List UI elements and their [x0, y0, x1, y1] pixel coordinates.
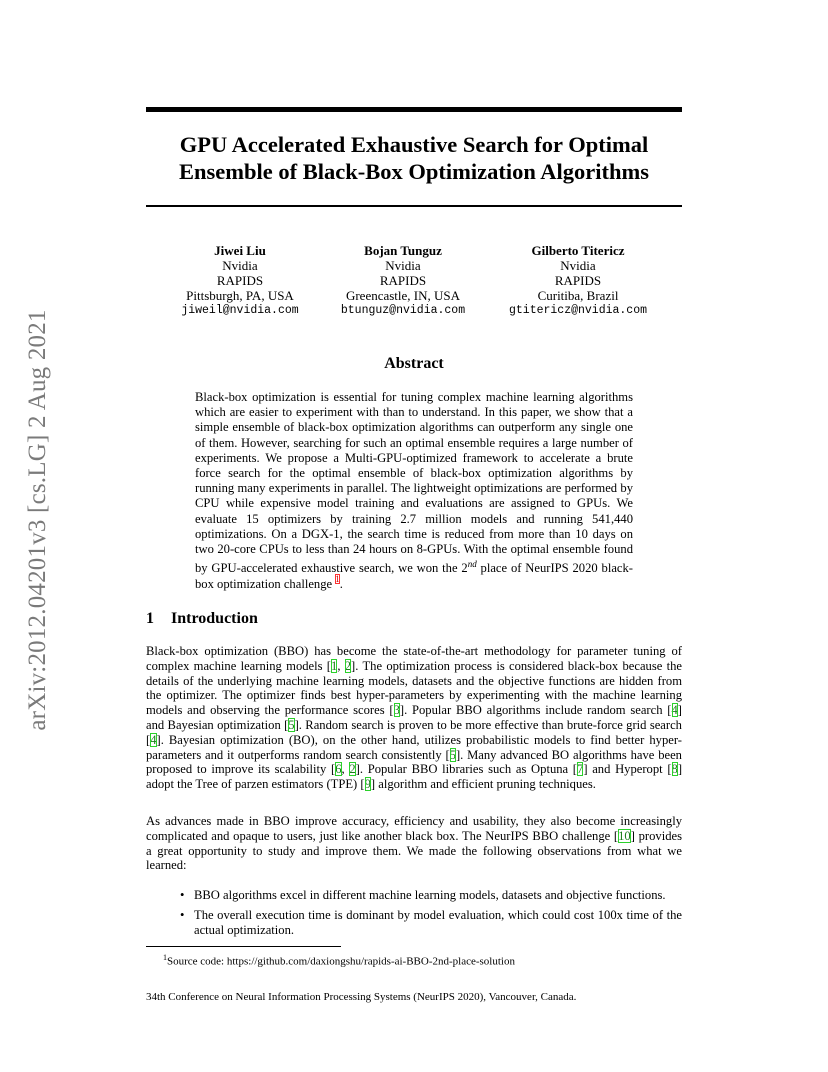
author-3 — [478, 243, 678, 318]
footnote — [163, 951, 515, 969]
author-team: RAPIDS — [554, 273, 602, 288]
abstract-end: . — [339, 576, 343, 591]
author-team: RAPIDS — [216, 273, 264, 288]
citation-link[interactable]: 5 — [449, 747, 456, 762]
paragraph-text: ]. Bayesian optimization (BO), on the other hand, utilizes probabilistic models to find better hyper-parameters and it outperforms random search consistently [ — [146, 732, 682, 762]
title-line-2: Ensemble of Black-Box Optimization Algorithms — [178, 159, 649, 184]
footnote-rule — [146, 946, 341, 947]
citation-link[interactable]: 2 — [344, 658, 352, 673]
paragraph-text: ] and Bayesian optimization [ — [146, 703, 682, 732]
paragraph-text: ]. Popular BBO algorithms include random search [ — [399, 703, 672, 718]
author-email[interactable]: gtitericz@nvidia.com — [508, 304, 648, 317]
author-name: Gilberto Titericz — [531, 243, 625, 258]
paragraph-text: ] and Hyperopt [ — [583, 762, 672, 777]
list-item-text: The overall execution time is dominant by model evaluation, which could cost 100x time of the actual optimization. — [194, 907, 682, 937]
paragraph-text: ]. Popular BBO libraries such as Optuna [ — [355, 762, 578, 777]
paragraph-text: ] algorithm and efficient pruning techniques. — [370, 777, 596, 792]
observation-list — [146, 888, 682, 942]
author-team: RAPIDS — [379, 273, 427, 288]
citation-link[interactable]: 3 — [393, 703, 400, 718]
section-number: 1 — [146, 610, 154, 627]
arxiv-identifier: arXiv:2012.04201v3 [cs.LG] 2 Aug 2021 — [24, 309, 51, 731]
abstract-text-tail: place of NeurIPS 2020 black-box optimization challenge — [195, 561, 633, 591]
author-org: Nvidia — [222, 258, 258, 273]
paragraph-text: Black-box optimization (BBO) has become the state-of-the-art methodology for parameter tuning of complex machine learning models [ — [146, 644, 682, 673]
author-name: Jiwei Liu — [214, 243, 266, 258]
intro-paragraph-2 — [146, 814, 682, 873]
title-top-rule — [146, 107, 682, 112]
author-email[interactable]: jiweil@nvidia.com — [181, 304, 299, 317]
author-org: Nvidia — [385, 258, 421, 273]
paragraph-text: ] adopt the Tree of parzen estimators (TPE) [ — [146, 762, 683, 792]
list-item-text: BBO algorithms excel in different machine learning models, datasets and objective functions. — [194, 888, 666, 902]
paragraph-text: ]. The optimization process is considered black-box because the details of the underlying machine learning models, datasets and the objective functions are hidden from the optimizer. The optimizer finds best hyper-parameters by experimenting with the machine learning models and observing the performance scores [ — [146, 658, 683, 718]
list-item — [146, 888, 682, 903]
title-line-1: GPU Accelerated Exhaustive Search for Optimal — [179, 132, 649, 157]
footnote-number: 1 — [163, 953, 167, 962]
footnote-text[interactable]: Source code: https://github.com/daxiongshu/rapids-ai-BBO-2nd-place-solution — [167, 955, 515, 968]
paragraph-text: , — [341, 762, 350, 777]
paragraph-text: , — [337, 658, 345, 673]
citation-link[interactable]: 5 — [288, 717, 295, 732]
paragraph-text: ]. Random search is proven to be more effective than brute-force grid search [ — [146, 717, 682, 747]
intro-paragraph-1 — [146, 644, 682, 792]
author-email[interactable]: btunguz@nvidia.com — [340, 304, 466, 317]
ordinal-superscript: nd — [467, 559, 477, 570]
citation-link[interactable]: 1 — [331, 658, 338, 673]
citation-link[interactable]: 2 — [349, 762, 356, 777]
abstract-text-main: Black-box optimization is essential for tuning complex machine learning algorithms which are easier to experiment with than to understand. In this paper, we show that a simple ensemble of black-box optimization algorithms can outperform any single one of them. However, searching for such an optimal ensemble requires a large number of experiments. We propose a Multi-GPU-optimized framework to accelerate a brute force search for the optimal ensemble of black-box optimization algorithms by running many experiments in parallel. The lightweight optimizations are performed by CPU while expensive model training and evaluations are assigned to GPUs. We evaluate 15 optimizers by training 2.7 million models and running 541,440 optimizations. On a DGX-1, the search time is reduced from more than 10 days on two 20-core CPUs to less than 24 hours on 8-GPUs. With the optimal ensemble found by GPU-accelerated exhaustive search, we won the 2 — [195, 390, 633, 576]
abstract-text — [195, 390, 633, 592]
author-location: Curitiba, Brazil — [537, 288, 619, 303]
citation-link[interactable]: 4 — [671, 703, 678, 718]
citation-link[interactable]: 8 — [671, 762, 678, 777]
footnote-link[interactable]: 1 — [335, 574, 340, 585]
citation-link[interactable]: 6 — [335, 762, 342, 777]
bullet-icon: • — [180, 888, 185, 902]
abstract-heading: Abstract — [384, 355, 444, 372]
author-location: Greencastle, IN, USA — [345, 288, 461, 303]
paragraph-text: ] provides a great opportunity to study and improve them. We made the following observations from what we learned: — [146, 828, 682, 873]
paper-title — [146, 131, 682, 185]
citation-link[interactable]: 10 — [618, 828, 631, 843]
paragraph-text: As advances made in BBO improve accuracy, efficiency and usability, they also become increasingly complicated and opaque to users, just like another black box. The NeurIPS BBO challenge [ — [146, 814, 682, 843]
section-heading — [146, 610, 258, 628]
author-2 — [303, 243, 503, 318]
author-org: Nvidia — [560, 258, 596, 273]
paragraph-text: ]. Many advanced BO algorithms have been proposed to improve its scalability [ — [146, 747, 682, 777]
list-item — [146, 908, 682, 938]
author-name: Bojan Tunguz — [364, 243, 442, 258]
citation-link[interactable]: 9 — [364, 777, 371, 792]
bullet-icon: • — [180, 907, 185, 922]
author-location: Pittsburgh, PA, USA — [186, 288, 294, 303]
section-title: Introduction — [171, 610, 258, 627]
citation-link[interactable]: 7 — [577, 762, 584, 777]
title-bottom-rule — [146, 205, 682, 207]
citation-link[interactable]: 4 — [150, 732, 157, 747]
conference-notice: 34th Conference on Neural Information Processing Systems (NeurIPS 2020), Vancouver, Canada. — [146, 991, 577, 1003]
